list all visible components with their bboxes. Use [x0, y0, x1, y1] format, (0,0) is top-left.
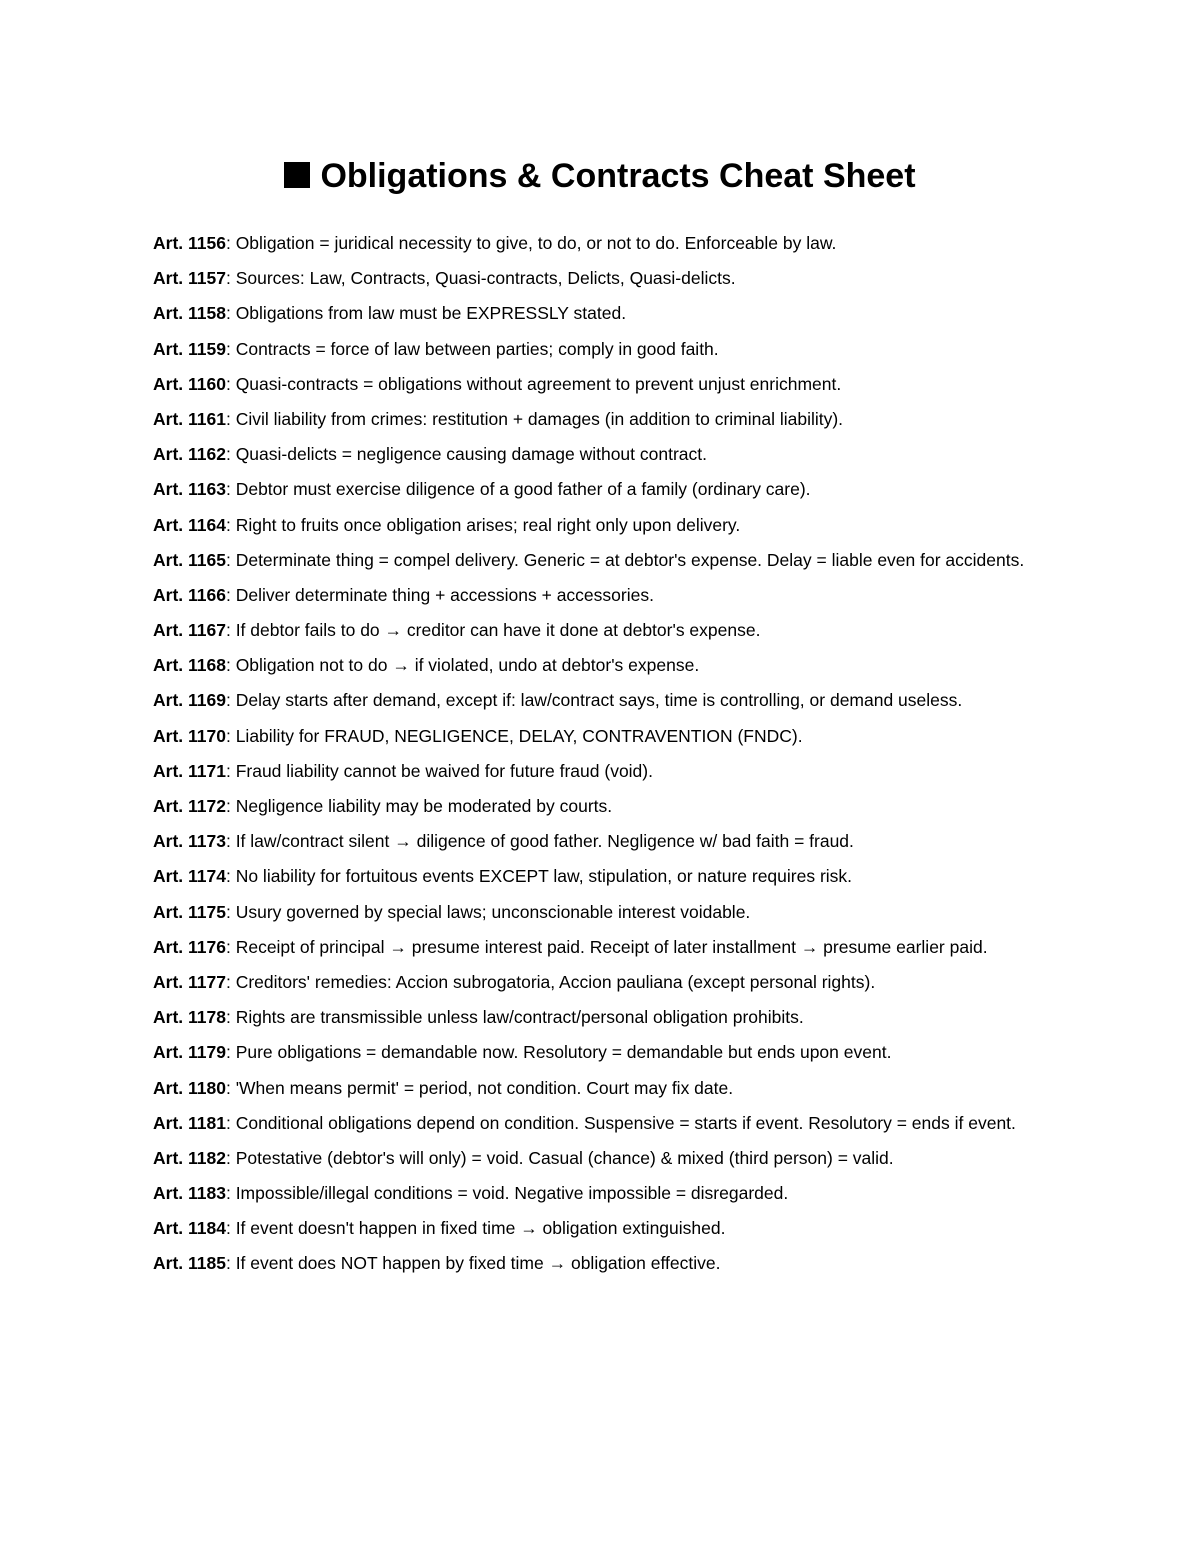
- list-item: [153, 1182, 1053, 1205]
- article-number: Art. 1174: [153, 866, 226, 887]
- article-number: Art. 1177: [153, 971, 226, 992]
- article-text: : 'When means permit' = period, not condition. Court may fix date.: [225, 1077, 734, 1098]
- article-number: Art. 1158: [153, 303, 226, 324]
- list-item: [153, 619, 1053, 642]
- list-item: [153, 689, 1053, 712]
- list-item: [153, 514, 1053, 537]
- article-number: Art. 1173: [153, 831, 226, 852]
- article-number: Art. 1184: [153, 1218, 226, 1239]
- list-item: [153, 302, 1053, 325]
- article-text: : Debtor must exercise diligence of a good father of a family (ordinary care).: [225, 479, 811, 500]
- list-item: [153, 865, 1053, 888]
- list-item: [153, 443, 1053, 466]
- article-number: Art. 1163: [153, 479, 226, 500]
- article-number: Art. 1175: [153, 901, 226, 922]
- list-item: [153, 1217, 1053, 1240]
- article-text: : Rights are transmissible unless law/contract/personal obligation prohibits.: [225, 1007, 804, 1028]
- article-number: Art. 1183: [153, 1183, 226, 1204]
- list-item: [153, 1147, 1053, 1170]
- list-item: [153, 795, 1053, 818]
- list-item: [153, 1077, 1053, 1100]
- list-item: [153, 725, 1053, 748]
- list-item: [153, 338, 1053, 361]
- article-number: Art. 1180: [153, 1077, 226, 1098]
- article-list: [153, 232, 1053, 1288]
- article-text: : Sources: Law, Contracts, Quasi-contracts, Delicts, Quasi-delicts.: [225, 268, 736, 289]
- article-text: : Contracts = force of law between parties; comply in good faith.: [225, 338, 719, 359]
- list-item: [153, 830, 1053, 853]
- article-text: : Deliver determinate thing + accessions + accessories.: [225, 584, 654, 605]
- list-item: [153, 267, 1053, 290]
- list-item: [153, 408, 1053, 431]
- article-number: Art. 1166: [153, 584, 226, 605]
- article-number: Art. 1181: [153, 1112, 226, 1133]
- article-text: : Impossible/illegal conditions = void. Negative impossible = disregarded.: [225, 1183, 789, 1204]
- article-number: Art. 1179: [153, 1042, 226, 1063]
- list-item: [153, 971, 1053, 994]
- list-item: [153, 760, 1053, 783]
- article-text: : Conditional obligations depend on condition. Suspensive = starts if event. Resolutory = ends if event.: [225, 1112, 1016, 1133]
- article-number: Art. 1161: [153, 408, 226, 429]
- list-item: [153, 232, 1053, 255]
- article-number: Art. 1185: [153, 1253, 226, 1274]
- list-item: [153, 373, 1053, 396]
- article-text: : Obligation not to do → if violated, undo at debtor's expense.: [225, 655, 700, 676]
- article-number: Art. 1169: [153, 690, 226, 711]
- article-number: Art. 1167: [153, 620, 226, 641]
- article-text: : Receipt of principal → presume interest paid. Receipt of later installment → presume earlier paid.: [225, 936, 988, 957]
- article-text: : If debtor fails to do → creditor can have it done at debtor's expense.: [225, 620, 761, 641]
- article-text: : Usury governed by special laws; unconscionable interest voidable.: [225, 901, 751, 922]
- article-text: : Right to fruits once obligation arises; real right only upon delivery.: [225, 514, 741, 535]
- list-item: [153, 901, 1053, 924]
- article-text: : Potestative (debtor's will only) = void. Casual (chance) & mixed (third person) = valid.: [225, 1147, 894, 1168]
- article-number: Art. 1170: [153, 725, 226, 746]
- article-number: Art. 1162: [153, 444, 226, 465]
- page-title: [0, 152, 1200, 200]
- article-text: : If law/contract silent → diligence of good father. Negligence w/ bad faith = fraud.: [225, 831, 854, 852]
- article-text: : No liability for fortuitous events EXCEPT law, stipulation, or nature requires risk.: [225, 866, 853, 887]
- list-item: [153, 478, 1053, 501]
- article-number: Art. 1160: [153, 373, 226, 394]
- list-item: [153, 654, 1053, 677]
- article-text: : Creditors' remedies: Accion subrogatoria, Accion pauliana (except personal rights).: [225, 971, 876, 992]
- article-number: Art. 1168: [153, 655, 226, 676]
- article-number: Art. 1165: [153, 549, 226, 570]
- article-text: : Civil liability from crimes: restitution + damages (in addition to criminal liability).: [225, 408, 844, 429]
- article-number: Art. 1178: [153, 1007, 226, 1028]
- article-text: : Negligence liability may be moderated by courts.: [225, 796, 613, 816]
- list-item: [153, 1006, 1053, 1029]
- article-number: Art. 1172: [153, 796, 226, 816]
- article-number: Art. 1157: [153, 268, 226, 289]
- article-text: : If event doesn't happen in fixed time → obligation extinguished.: [225, 1218, 726, 1239]
- list-item: [153, 584, 1053, 607]
- article-text: : Obligations from law must be EXPRESSLY stated.: [225, 303, 627, 324]
- article-text: : If event does NOT happen by fixed time → obligation effective.: [225, 1253, 721, 1274]
- article-text: : Obligation = juridical necessity to give, to do, or not to do. Enforceable by law.: [225, 233, 837, 253]
- list-item: [153, 1252, 1053, 1275]
- article-text: : Delay starts after demand, except if: law/contract says, time is controlling, or demand useless.: [225, 690, 963, 711]
- article-text: : Quasi-contracts = obligations without agreement to prevent unjust enrichment.: [225, 373, 842, 394]
- article-text: : Quasi-delicts = negligence causing damage without contract.: [225, 444, 708, 465]
- article-number: Art. 1171: [153, 760, 226, 781]
- page-title-text: Obligations & Contracts Cheat Sheet: [320, 157, 916, 195]
- list-item: [153, 549, 1053, 572]
- list-item: [153, 1112, 1053, 1135]
- article-text: : Determinate thing = compel delivery. Generic = at debtor's expense. Delay = liable even for accidents.: [225, 549, 1025, 570]
- article-number: Art. 1164: [153, 514, 226, 535]
- black-square-icon: [284, 162, 310, 188]
- article-number: Art. 1156: [153, 233, 226, 253]
- article-number: Art. 1182: [153, 1147, 226, 1168]
- article-text: : Fraud liability cannot be waived for future fraud (void).: [225, 760, 653, 781]
- article-text: : Pure obligations = demandable now. Resolutory = demandable but ends upon event.: [225, 1042, 892, 1063]
- list-item: [153, 1041, 1053, 1064]
- article-text: : Liability for FRAUD, NEGLIGENCE, DELAY, CONTRAVENTION (FNDC).: [225, 725, 803, 746]
- article-number: Art. 1159: [153, 338, 226, 359]
- list-item: [153, 936, 1053, 959]
- article-number: Art. 1176: [153, 936, 226, 957]
